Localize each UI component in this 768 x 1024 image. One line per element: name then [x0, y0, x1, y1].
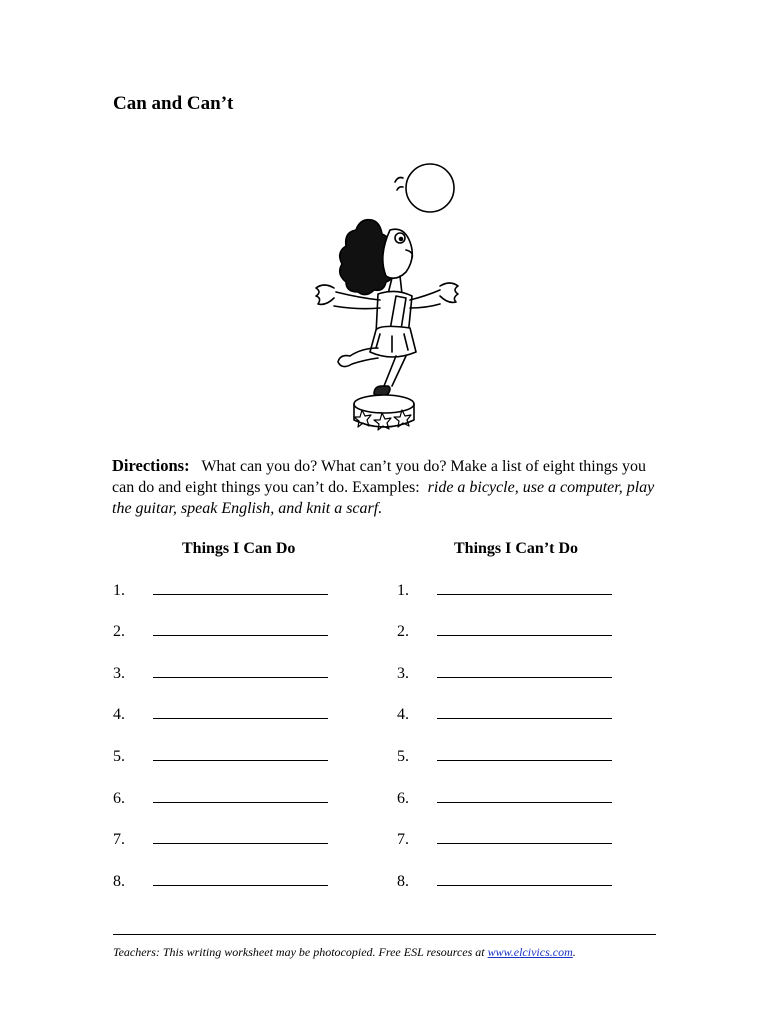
- item-number: 1.: [397, 582, 409, 599]
- footer-text: Teachers: This writing worksheet may be photocopied. Free ESL resources at: [113, 945, 485, 959]
- directions-examples: ride a bicycle, use a computer, play the guitar, speak English, and knit a scarf.: [112, 479, 655, 517]
- answer-blank[interactable]: [437, 831, 612, 844]
- item-number: 8.: [113, 873, 125, 890]
- directions-paragraph: [112, 455, 672, 519]
- cant-do-item-4: [397, 706, 612, 724]
- item-number: 7.: [113, 831, 125, 848]
- answer-blank[interactable]: [437, 748, 612, 761]
- footer-period: .: [572, 945, 576, 959]
- answer-blank[interactable]: [437, 790, 612, 803]
- cant-do-item-5: [397, 748, 612, 766]
- answer-blank[interactable]: [437, 623, 612, 636]
- cant-do-item-7: [397, 831, 612, 849]
- footer-divider: [113, 934, 656, 935]
- item-number: 4.: [397, 706, 409, 723]
- can-do-item-5: [113, 748, 328, 766]
- cant-do-item-2: [397, 623, 612, 641]
- footer-link[interactable]: www.elcivics.com: [487, 945, 573, 959]
- cant-do-heading: Things I Can’t Do: [454, 540, 579, 557]
- can-do-item-4: [113, 706, 328, 724]
- item-number: 4.: [113, 706, 125, 723]
- juggler-illustration: [300, 160, 470, 440]
- item-number: 1.: [113, 582, 125, 599]
- cant-do-item-3: [397, 665, 612, 683]
- directions-label: Directions:: [112, 456, 190, 475]
- answer-blank[interactable]: [437, 873, 612, 886]
- item-number: 5.: [397, 748, 409, 765]
- item-number: 3.: [397, 665, 409, 682]
- answer-blank[interactable]: [437, 706, 612, 719]
- item-number: 8.: [397, 873, 409, 890]
- can-do-heading: Things I Can Do: [182, 540, 296, 557]
- can-do-item-1: [113, 582, 328, 600]
- item-number: 2.: [397, 623, 409, 640]
- answer-blank[interactable]: [153, 623, 328, 636]
- can-do-item-7: [113, 831, 328, 849]
- cant-do-item-8: [397, 873, 612, 891]
- item-number: 6.: [113, 790, 125, 807]
- answer-blank[interactable]: [437, 582, 612, 595]
- cant-do-item-1: [397, 582, 612, 600]
- footer-note: [113, 945, 576, 960]
- answer-blank[interactable]: [153, 873, 328, 886]
- can-do-item-2: [113, 623, 328, 641]
- item-number: 2.: [113, 623, 125, 640]
- can-do-item-3: [113, 665, 328, 683]
- item-number: 5.: [113, 748, 125, 765]
- page-title: Can and Can’t: [113, 93, 234, 114]
- answer-blank[interactable]: [437, 665, 612, 678]
- answer-blank[interactable]: [153, 665, 328, 678]
- can-do-item-6: [113, 790, 328, 808]
- item-number: 6.: [397, 790, 409, 807]
- directions-text: What can you do? What can’t you do? Make a list of eight things you can do and eight things you can’t do. Examples:: [112, 458, 646, 496]
- answer-blank[interactable]: [153, 706, 328, 719]
- answer-blank[interactable]: [153, 831, 328, 844]
- answer-blank[interactable]: [153, 790, 328, 803]
- item-number: 3.: [113, 665, 125, 682]
- cant-do-item-6: [397, 790, 612, 808]
- can-do-item-8: [113, 873, 328, 891]
- answer-blank[interactable]: [153, 748, 328, 761]
- item-number: 7.: [397, 831, 409, 848]
- answer-blank[interactable]: [153, 582, 328, 595]
